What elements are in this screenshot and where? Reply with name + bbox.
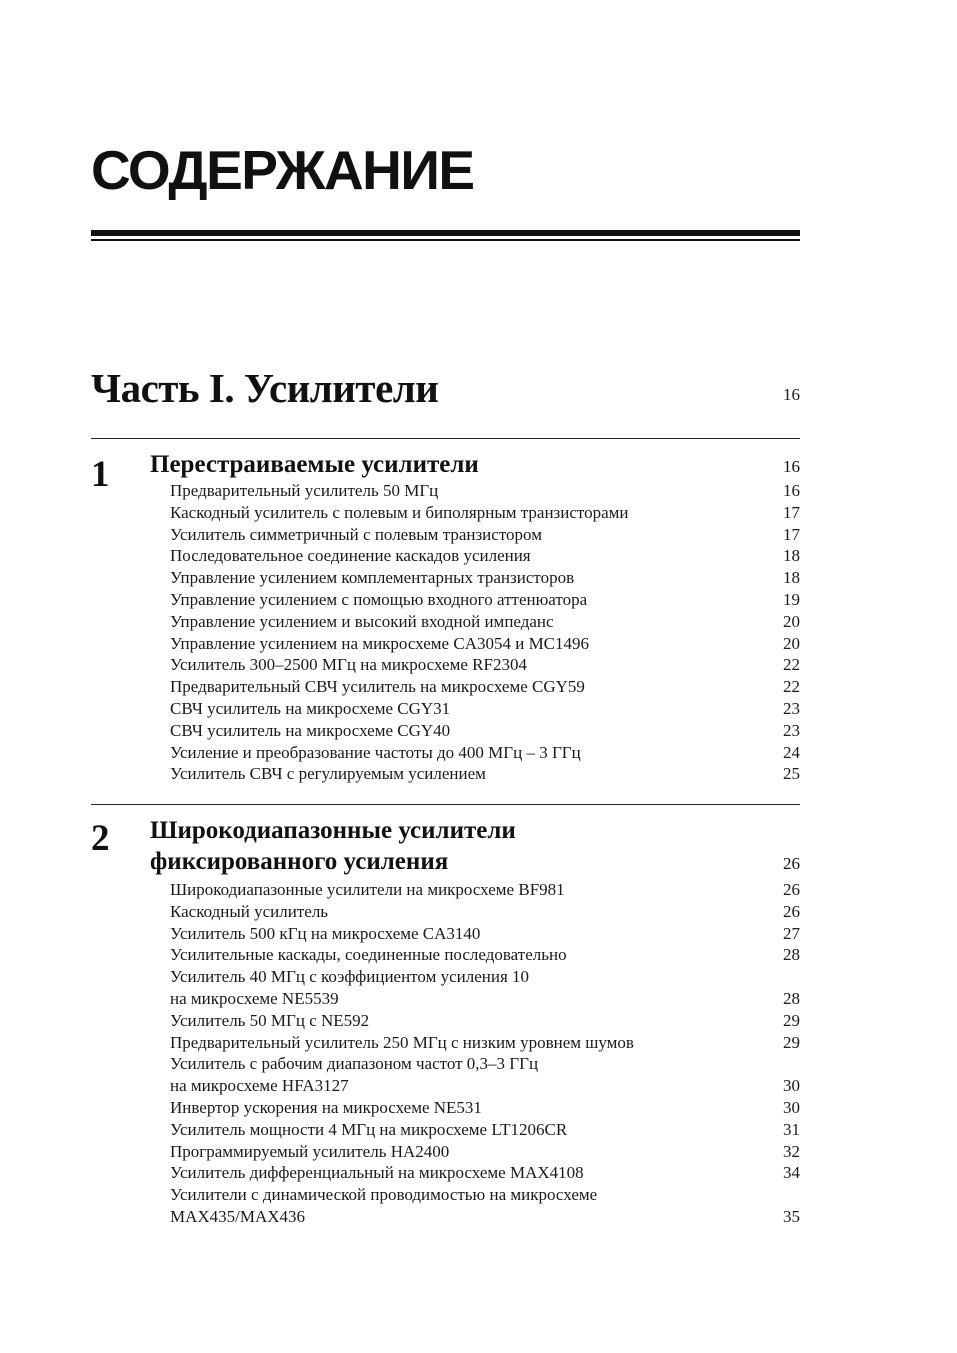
- chapter-title-text: Перестраиваемые усилители: [150, 451, 479, 478]
- toc-entry[interactable]: [170, 654, 800, 676]
- toc-entry-title: Усилитель дифференциальный на микросхеме MAX4108: [170, 1163, 584, 1183]
- page-title: СОДЕРЖАНИЕ: [91, 139, 474, 201]
- toc-entry-page: 27: [783, 923, 800, 943]
- toc-entry-page: 20: [783, 633, 800, 653]
- toc-entry[interactable]: [170, 901, 800, 923]
- toc-entry-page: 24: [783, 742, 800, 762]
- toc-entry-title-line: Усилитель с рабочим диапазоном частот 0,3–3 ГГц: [170, 1054, 539, 1074]
- toc-entry[interactable]: [170, 944, 800, 966]
- toc-entry-title-line: MAX435/MAX436: [170, 1206, 306, 1226]
- toc-entry[interactable]: [170, 742, 800, 764]
- toc-entry-title-line: Усилитель 40 МГц с коэффициентом усиления 10: [170, 967, 530, 987]
- chapter-title-line: фиксированного усиления: [150, 848, 449, 875]
- toc-entry-title: Усилитель 500 кГц на микросхеме CA3140: [170, 923, 481, 943]
- toc-entry[interactable]: [170, 698, 800, 720]
- part-header[interactable]: [91, 360, 800, 416]
- toc-entry-title: Управление усилением на микросхеме CA3054 и MC1496: [170, 633, 590, 653]
- toc-entry-title: [170, 966, 730, 1010]
- toc-entry[interactable]: [170, 1097, 800, 1119]
- toc-entry-title-line: на микросхеме HFA3127: [170, 1076, 349, 1096]
- toc-entry-page: 34: [783, 1163, 800, 1183]
- toc-entry-page: 28: [783, 988, 800, 1008]
- toc-entry-title: Усилитель 50 МГц с NE592: [170, 1010, 370, 1030]
- toc-entry-page: 26: [783, 901, 800, 921]
- toc-entry-title: Широкодиапазонные усилители на микросхеме BF981: [170, 880, 565, 899]
- toc-entry-page: 16: [783, 481, 800, 500]
- toc-entry-title: Предварительный усилитель 50 МГц: [170, 481, 439, 500]
- toc-entry-title: Инвертор ускорения на микросхеме NE531: [170, 1097, 482, 1117]
- toc-entry-page: 29: [783, 1032, 800, 1052]
- toc-entry-title: Усиление и преобразование частоты до 400 МГц – 3 ГГц: [170, 742, 581, 762]
- toc-entry[interactable]: [170, 1010, 800, 1032]
- toc-entry-page: 17: [783, 502, 800, 522]
- toc-entry-title: [170, 1184, 730, 1228]
- toc-entry[interactable]: [170, 611, 800, 633]
- chapter-page-number: 16: [783, 457, 800, 476]
- toc-entry-title: Усилитель 300–2500 МГц на микросхеме RF2304: [170, 655, 527, 675]
- chapter-1-entries: [170, 480, 800, 785]
- toc-entry-title: Предварительный усилитель 250 МГц с низким уровнем шумов: [170, 1032, 634, 1052]
- toc-entry[interactable]: [170, 676, 800, 698]
- toc-entry[interactable]: [170, 633, 800, 655]
- toc-entry[interactable]: [170, 524, 800, 546]
- toc-entry-title: Усилитель симметричный с полевым транзистором: [170, 524, 542, 544]
- toc-entry[interactable]: [170, 1053, 800, 1097]
- toc-entry-title: СВЧ усилитель на микросхеме CGY40: [170, 720, 451, 740]
- toc-entry[interactable]: [170, 966, 800, 1010]
- toc-entry-title: СВЧ усилитель на микросхеме CGY31: [170, 698, 451, 718]
- toc-entry-page: 31: [783, 1119, 800, 1139]
- toc-entry-page: 18: [783, 568, 800, 588]
- toc-entry-title: Программируемый усилитель HA2400: [170, 1141, 450, 1161]
- toc-entry-title-line: Усилители с динамической проводимостью на микросхеме: [170, 1185, 598, 1205]
- toc-entry-title: Предварительный СВЧ усилитель на микросхеме CGY59: [170, 677, 585, 697]
- toc-entry[interactable]: [170, 1032, 800, 1054]
- toc-entry-title: Управление усилением с помощью входного аттенюатора: [170, 589, 588, 609]
- toc-entry[interactable]: [170, 502, 800, 524]
- toc-entry[interactable]: [170, 1141, 800, 1163]
- toc-entry-title: Усилитель мощности 4 МГц на микросхеме LT1206CR: [170, 1119, 568, 1139]
- chapter-2-entries: [170, 879, 800, 1228]
- toc-entry-page: 23: [783, 698, 800, 718]
- toc-entry-page: 30: [783, 1076, 800, 1096]
- toc-entry-page: 35: [783, 1206, 800, 1226]
- toc-entry-page: 28: [783, 945, 800, 965]
- toc-entry-page: 29: [783, 1010, 800, 1030]
- chapter-title-text: [150, 815, 740, 877]
- toc-entry-page: 23: [783, 720, 800, 740]
- toc-entry-page: 17: [783, 524, 800, 544]
- toc-entry-page: 25: [783, 764, 800, 784]
- toc-entry-title: Каскодный усилитель с полевым и биполярным транзисторами: [170, 502, 629, 522]
- chapter-page-number: 26: [783, 854, 800, 873]
- toc-entry-title: Последовательное соединение каскадов усиления: [170, 546, 531, 566]
- toc-entry-title: Управление усилением и высокий входной импеданс: [170, 611, 554, 631]
- toc-entry-title: [170, 1053, 730, 1097]
- toc-entry[interactable]: [170, 567, 800, 589]
- toc-entry-page: 18: [783, 546, 800, 566]
- toc-entry-page: 22: [783, 677, 800, 697]
- toc-entry-page: 22: [783, 655, 800, 675]
- part-title: Часть I. Усилители: [91, 365, 439, 411]
- toc-entry-page: 20: [783, 611, 800, 631]
- toc-entry-page: 30: [783, 1097, 800, 1117]
- toc-entry[interactable]: [170, 1184, 800, 1228]
- toc-entry-title-line: на микросхеме NE5539: [170, 988, 339, 1008]
- part-page-number: 16: [783, 385, 800, 404]
- title-rule-thick: [91, 230, 800, 236]
- toc-entry-page: 19: [783, 589, 800, 609]
- toc-entry-page: 32: [783, 1141, 800, 1161]
- chapter-number: 2: [91, 818, 110, 859]
- chapter-title[interactable]: [150, 815, 800, 877]
- toc-entry[interactable]: [170, 480, 800, 502]
- toc-entry[interactable]: [170, 720, 800, 742]
- toc-entry-page: 26: [783, 880, 800, 899]
- toc-entry[interactable]: [170, 1162, 800, 1184]
- chapter-number: 1: [91, 454, 110, 495]
- toc-entry[interactable]: [170, 879, 800, 901]
- toc-entry[interactable]: [170, 589, 800, 611]
- toc-entry[interactable]: [170, 1119, 800, 1141]
- title-rule-thin: [91, 239, 800, 241]
- toc-entry-title: Управление усилением комплементарных транзисторов: [170, 568, 575, 588]
- toc-entry-title: Усилительные каскады, соединенные последовательно: [170, 945, 567, 965]
- chapter-title[interactable]: [150, 449, 800, 480]
- toc-entry-title: Усилитель СВЧ с регулируемым усилением: [170, 764, 486, 784]
- chapter-1: [91, 438, 800, 789]
- toc-entry[interactable]: [170, 763, 800, 785]
- toc-entry[interactable]: [170, 545, 800, 567]
- chapter-2: [91, 804, 800, 1245]
- toc-entry-title: Каскодный усилитель: [170, 901, 329, 921]
- toc-entry[interactable]: [170, 923, 800, 945]
- chapter-title-line: Широкодиапазонные усилители: [150, 817, 516, 844]
